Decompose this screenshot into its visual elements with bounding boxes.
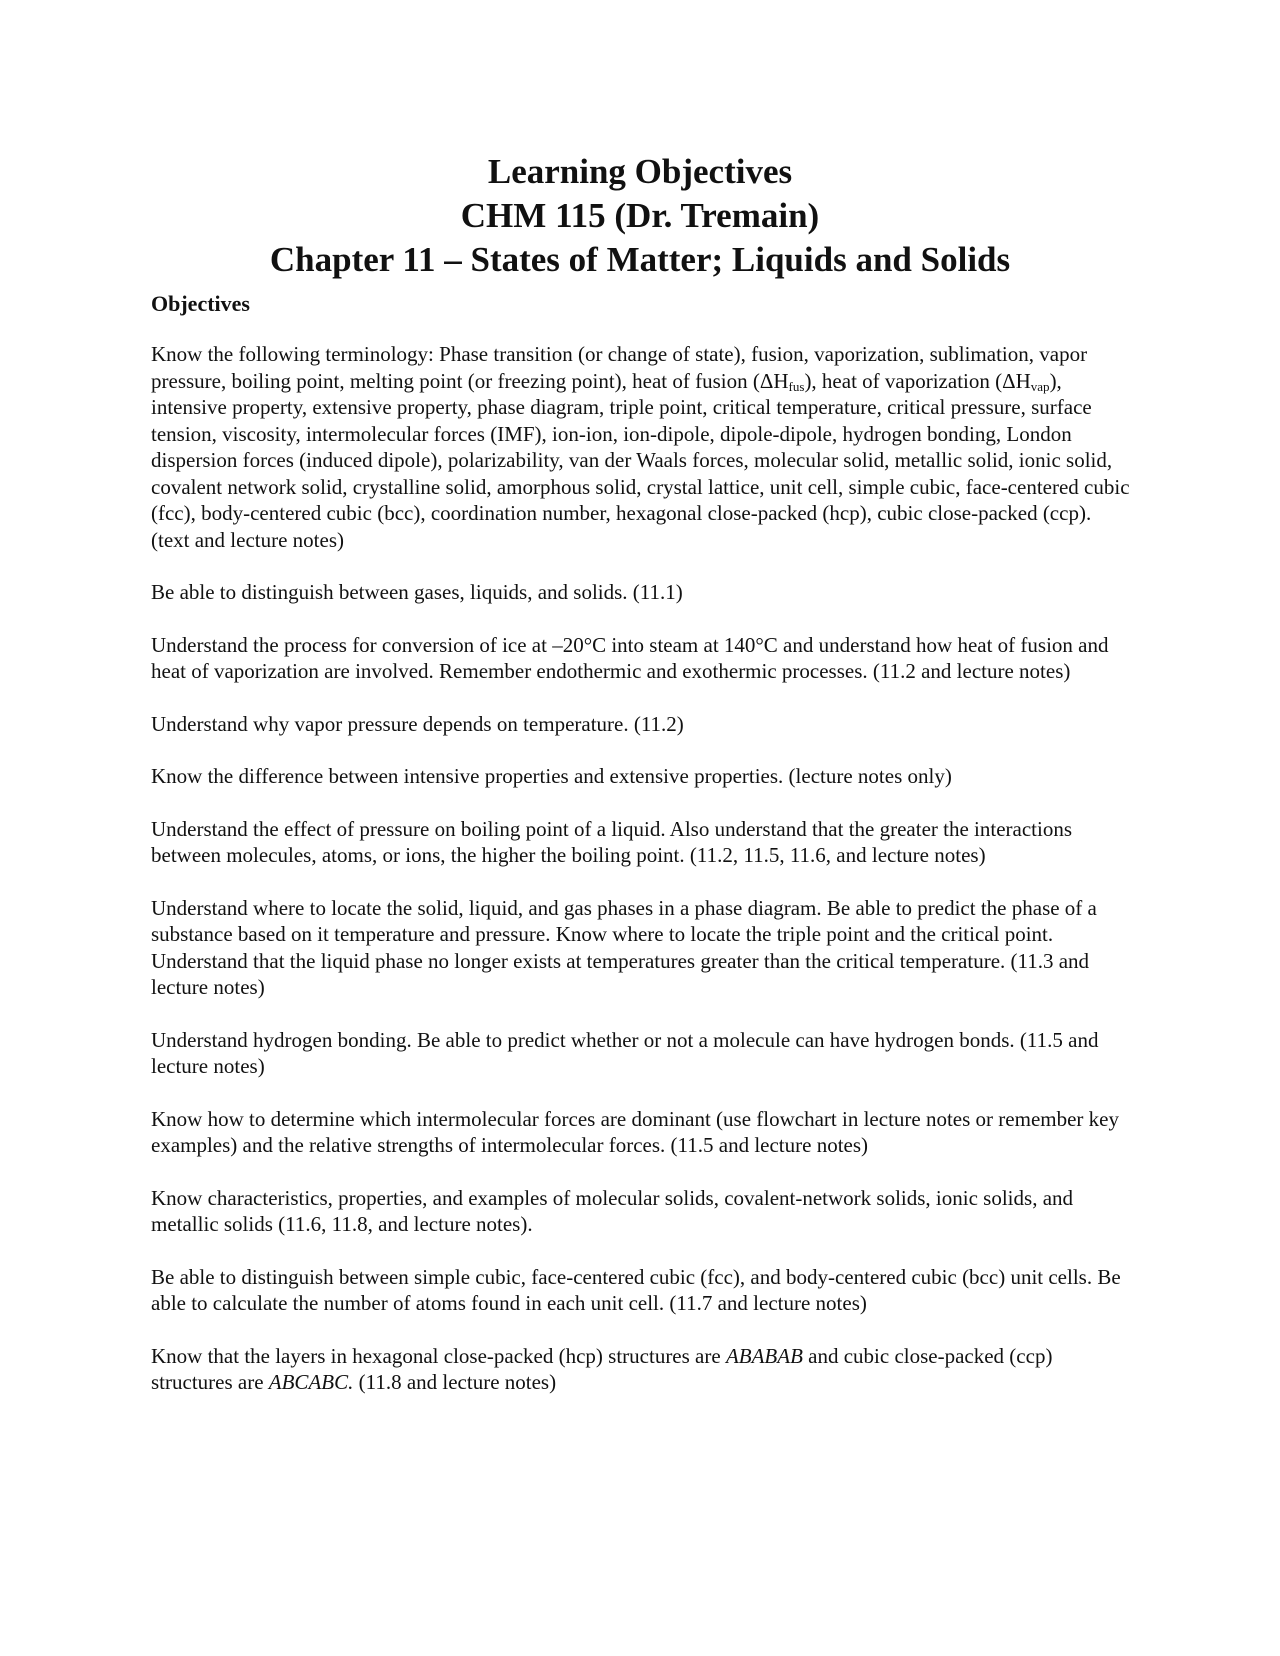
ccp-layer-pattern: ABCABC. [268, 1370, 354, 1394]
packing-text-1: Know that the layers in hexagonal close-packed (hcp) structures are [151, 1343, 726, 1368]
objective-terminology [151, 341, 1131, 553]
content [151, 290, 1131, 1422]
section-heading: Objectives [151, 291, 250, 316]
packing-text-3: (11.8 and lecture notes) [353, 1370, 557, 1394]
objective-item: Know characteristics, properties, and examples of molecular solids, covalent-network solids, ionic solids, and metallic solids (11.6, 11.8, and lecture notes). [151, 1185, 1074, 1236]
terminology-text-3: ), intensive property, extensive property, phase diagram, triple point, critical temperature, critical pressure, surface tension, viscosity, intermolecular forces (IMF), ion-ion, ion-dipole, dipole-dipole, hydrogen bonding, London dispersion forces (induced dipole), polarizability, van der Waals forces, molecular solid, metallic solid, ionic solid, covalent network solid, crystalline solid, amorphous solid, crystal lattice, unit cell, simple cubic, face-centered cubic (fcc), body-centered cubic (bcc), coordination number, hexagonal close-packed (hcp), cubic close-packed (ccp). (text and lecture notes) [151, 368, 1130, 552]
subscript-vap: vap [1030, 378, 1050, 394]
objective-item: Be able to distinguish between gases, liquids, and solids. (11.1) [151, 580, 683, 604]
course-name: CHM 115 (Dr. Tremain) [460, 196, 820, 235]
document-title: Learning Objectives [487, 152, 793, 191]
objective-item: Know the difference between intensive properties and extensive properties. (lecture notes only) [151, 764, 952, 788]
subscript-fus: fus [788, 378, 805, 394]
objective-packing-layers [151, 1343, 1131, 1396]
objective-item: Understand hydrogen bonding. Be able to predict whether or not a molecule can have hydrogen bonds. (11.5 and lecture notes) [151, 1027, 1099, 1078]
terminology-text-2: ), heat of vaporization (ΔH [804, 368, 1031, 393]
terminology-text-1: Know the following terminology: Phase transition (or change of state), fusion, vaporization, sublimation, vapor pressure, boiling point, melting point (or freezing point), heat of fusion (ΔH [151, 342, 1088, 393]
hcp-layer-pattern: ABABAB [725, 1343, 803, 1368]
objective-item: Understand the effect of pressure on boiling point of a liquid. Also understand that the greater the interactions between molecules, atoms, or ions, the higher the boiling point. (11.2, 11.5, 11.6, and lecture notes) [151, 816, 1073, 867]
objective-item: Know how to determine which intermolecular forces are dominant (use flowchart in lecture notes or remember key examples) and the relative strengths of intermolecular forces. (11.5 and lecture notes) [151, 1106, 1119, 1157]
packing-text-2: and cubic close-packed (ccp) structures are [151, 1343, 1053, 1394]
objective-item: Understand where to locate the solid, liquid, and gas phases in a phase diagram. Be able to predict the phase of a substance based on it temperature and pressure. Know where to locate the triple point and the critical point. Understand that the liquid phase no longer exists at temperatures greater than the critical temperature. (11.3 and lecture notes) [151, 895, 1097, 999]
objective-item: Understand the process for conversion of ice at –20°C into steam at 140°C and understand how heat of fusion and heat of vaporization are involved. Remember endothermic and exothermic processes. (11.2 and lecture notes) [151, 632, 1109, 683]
chapter-title: Chapter 11 – States of Matter; Liquids and Solids [269, 240, 1011, 279]
objective-item: Understand why vapor pressure depends on temperature. (11.2) [151, 711, 684, 736]
title-block [0, 150, 1280, 282]
objective-item: Be able to distinguish between simple cubic, face-centered cubic (fcc), and body-centered cubic (bcc) unit cells. Be able to calculate the number of atoms found in each unit cell. (11.7 and lecture notes) [151, 1264, 1121, 1315]
